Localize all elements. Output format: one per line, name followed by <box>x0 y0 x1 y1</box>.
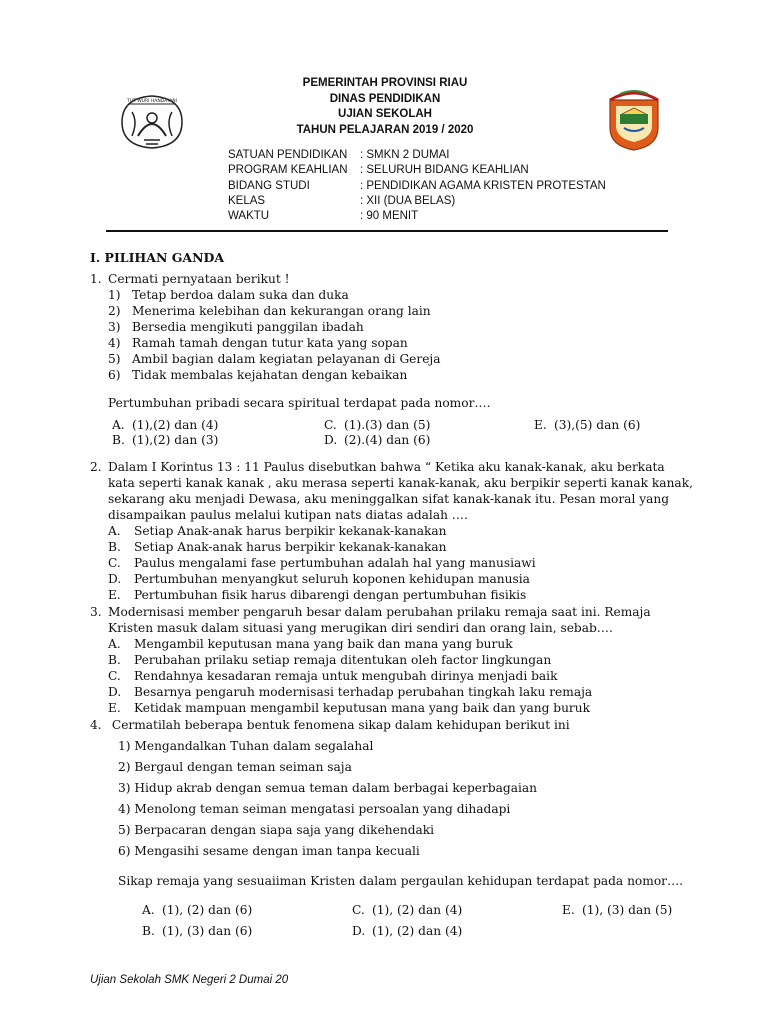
option-letter: C. <box>108 669 121 683</box>
option-b[interactable] <box>142 924 252 938</box>
option-letter: C. <box>324 418 337 432</box>
item-text: Tidak membalas kejahatan dengan kebaikan <box>132 368 408 382</box>
option-letter: E. <box>108 701 121 715</box>
question-number: 2. <box>90 460 102 474</box>
list-item: 6) Mengasihi sesame dengan iman tanpa kecuali <box>118 844 420 858</box>
header-line-1: PEMERINTAH PROVINSI RIAU <box>302 77 468 89</box>
info-value: : SMKN 2 DUMAI <box>360 149 450 161</box>
option-letter: E. <box>108 588 121 602</box>
option-text: (1), (3) dan (6) <box>162 924 253 938</box>
question-3 <box>90 604 651 620</box>
option-text: (1),(2) dan (3) <box>132 433 219 447</box>
question-4 <box>90 717 570 733</box>
question-1 <box>90 271 290 287</box>
info-row <box>228 179 606 194</box>
item-number: 3) <box>108 320 121 334</box>
option-letter: A. <box>112 418 125 432</box>
option-text: Setiap Anak-anak harus berpikir kekanak-kanakan <box>134 540 447 554</box>
option-e[interactable] <box>534 418 640 432</box>
header-line-2: DINAS PENDIDIKAN <box>329 92 441 105</box>
option-letter: C. <box>352 903 365 917</box>
option-text: Rendahnya kesadaran remaja untuk mengubah dirinya menjadi baik <box>134 669 558 683</box>
option-c[interactable] <box>108 556 536 570</box>
option-letter: A. <box>108 524 121 538</box>
question-number: 1. <box>90 272 102 286</box>
list-item: 1) Mengandalkan Tuhan dalam segalahal <box>118 739 374 753</box>
list-item: 4) Menolong teman seiman mengatasi persoalan yang dihadapi <box>118 802 511 816</box>
section-title: I. PILIHAN GANDA <box>90 250 225 265</box>
option-e[interactable] <box>108 701 590 715</box>
option-text: Paulus mengalami fase pertumbuhan adalah hal yang manusiawi <box>134 556 536 570</box>
item-number: 2) <box>108 304 121 318</box>
item-text: Bersedia mengikuti panggilan ibadah <box>132 320 364 334</box>
header-title-block <box>230 76 540 138</box>
item-text: Ramah tamah dengan tutur kata yang sopan <box>132 336 408 350</box>
list-item: 3) Hidup akrab dengan semua teman dalam berbagai keperbagaian <box>118 781 537 795</box>
option-letter: D. <box>108 572 122 586</box>
info-value: : XII (DUA BELAS) <box>360 194 456 207</box>
header-line-4: TAHUN PELAJARAN 2019 / 2020 <box>296 123 474 136</box>
option-text: (3),(5) dan (6) <box>554 418 641 432</box>
question-text-line: sekarang aku menjadi Dewasa, aku meninggalkan sifat kanak-kanak itu. Pesan moral yang <box>108 492 670 506</box>
option-text: Besarnya pengaruh modernisasi terhadap perubahan tingkah laku remaja <box>134 685 593 699</box>
option-text: Pertumbuhan fisik harus dibarengi dengan pertumbuhan fisikis <box>134 588 527 602</box>
option-d[interactable] <box>324 433 430 447</box>
option-a[interactable] <box>112 418 218 432</box>
info-label: SATUAN PENDIDIKAN <box>228 149 348 161</box>
exam-info-block <box>228 148 606 224</box>
option-text: Pertumbuhan menyangkut seluruh koponen kehidupan manusia <box>134 572 530 586</box>
option-text: (1), (2) dan (4) <box>372 903 463 917</box>
question-text: Modernisasi member pengaruh besar dalam perubahan prilaku remaja saat ini. Remaja <box>108 605 651 619</box>
item-number: 5) <box>108 352 121 366</box>
option-b[interactable] <box>108 653 551 667</box>
question-prompt: Sikap remaja yang sesuaiiman Kristen dalam pergaulan kehidupan terdapat pada nomor…. <box>118 874 684 888</box>
question-text-line: Kristen masuk dalam situasi yang merugikan diri sendiri dan orang lain, sebab…. <box>108 621 613 635</box>
info-row <box>228 209 606 224</box>
header-divider <box>106 230 668 232</box>
option-letter: B. <box>108 540 121 554</box>
option-text: Setiap Anak-anak harus berpikir kekanak-kanakan <box>134 524 447 538</box>
question-2 <box>90 459 665 475</box>
option-letter: D. <box>352 924 366 938</box>
option-e[interactable] <box>108 588 526 602</box>
item-text: Ambil bagian dalam kegiatan pelayanan di Gereja <box>132 352 441 366</box>
option-letter: B. <box>142 924 155 938</box>
option-text: Ketidak mampuan mengambil keputusan mana yang baik dan yang buruk <box>134 701 590 715</box>
option-c[interactable] <box>108 669 557 683</box>
option-letter: D. <box>108 685 122 699</box>
option-text: (2).(4) dan (6) <box>344 433 431 447</box>
question-number: 4. <box>90 718 102 732</box>
list-item <box>108 320 364 334</box>
option-a[interactable] <box>142 903 252 917</box>
option-e[interactable] <box>562 903 672 917</box>
item-number: 1) <box>108 288 121 302</box>
list-item <box>108 336 408 350</box>
option-text: (1), (2) dan (4) <box>372 924 463 938</box>
info-value: : 90 MENIT <box>360 210 419 223</box>
list-item: 5) Berpacaran dengan siapa saja yang dikehendaki <box>118 823 435 837</box>
info-value: : SELURUH BIDANG KEAHLIAN <box>360 164 529 177</box>
option-letter: C. <box>108 556 121 570</box>
list-item <box>108 352 440 366</box>
option-text: Perubahan prilaku setiap remaja ditentukan oleh factor lingkungan <box>134 653 552 667</box>
info-label: PROGRAM KEAHLIAN <box>228 164 348 177</box>
option-letter: B. <box>112 433 125 447</box>
option-letter: E. <box>562 903 575 917</box>
option-letter: E. <box>534 418 547 432</box>
question-text: Cermati pernyataan berikut ! <box>108 272 290 286</box>
item-number: 4) <box>108 336 121 350</box>
info-label: BIDANG STUDI <box>228 179 310 192</box>
info-value: : PENDIDIKAN AGAMA KRISTEN PROTESTAN <box>360 179 606 192</box>
option-letter: A. <box>142 903 155 917</box>
info-row <box>228 163 606 178</box>
question-prompt: Pertumbuhan pribadi secara spiritual terdapat pada nomor…. <box>108 396 491 410</box>
option-b[interactable] <box>112 433 218 447</box>
list-item <box>108 368 407 382</box>
item-number: 6) <box>108 368 121 382</box>
riau-province-logo <box>606 84 662 152</box>
option-d[interactable] <box>352 924 462 938</box>
option-text: (1), (2) dan (6) <box>162 903 253 917</box>
option-c[interactable] <box>324 418 430 432</box>
info-label: WAKTU <box>228 210 270 223</box>
item-text: Tetap berdoa dalam suka dan duka <box>132 288 349 302</box>
list-item: 2) Bergaul dengan teman seiman saja <box>118 760 352 774</box>
list-item <box>108 304 431 318</box>
option-c[interactable] <box>352 903 462 917</box>
question-text-line: kata seperti kanak kanak , aku merasa seperti kanak-kanak, aku berpikir seperti kanak kanak, <box>108 476 693 490</box>
option-letter: B. <box>108 653 121 667</box>
option-d[interactable] <box>108 685 592 699</box>
question-number: 3. <box>90 605 102 619</box>
option-letter: D. <box>324 433 338 447</box>
option-text: (1), (3) dan (5) <box>582 903 673 917</box>
option-d[interactable] <box>108 572 530 586</box>
info-row <box>228 148 606 163</box>
info-label: KELAS <box>228 194 266 207</box>
info-row <box>228 194 606 209</box>
tut-wuri-handayani-logo <box>118 92 186 152</box>
option-b[interactable] <box>108 540 447 554</box>
option-text: (1).(3) dan (5) <box>344 418 431 432</box>
option-text: (1),(2) dan (4) <box>132 418 219 432</box>
option-text: Mengambil keputusan mana yang baik dan mana yang buruk <box>134 637 513 651</box>
option-a[interactable] <box>108 524 447 538</box>
option-letter: A. <box>108 637 121 651</box>
question-text: Dalam I Korintus 13 : 11 Paulus disebutkan bahwa “ Ketika aku kanak-kanak, aku berkata <box>108 460 665 474</box>
option-a[interactable] <box>108 637 513 651</box>
question-text-line: disampaikan paulus melalui kutipan nats diatas adalah …. <box>108 508 468 522</box>
page-footer: Ujian Sekolah SMK Negeri 2 Dumai 20 <box>90 974 289 986</box>
logo-left-text: TUT WURI HANDAYANI <box>127 99 177 104</box>
item-text: Menerima kelebihan dan kekurangan orang lain <box>132 304 431 318</box>
question-text: Cermatilah beberapa bentuk fenomena sikap dalam kehidupan berikut ini <box>108 718 570 732</box>
header-line-3: UJIAN SEKOLAH <box>338 108 432 120</box>
list-item <box>108 288 349 302</box>
